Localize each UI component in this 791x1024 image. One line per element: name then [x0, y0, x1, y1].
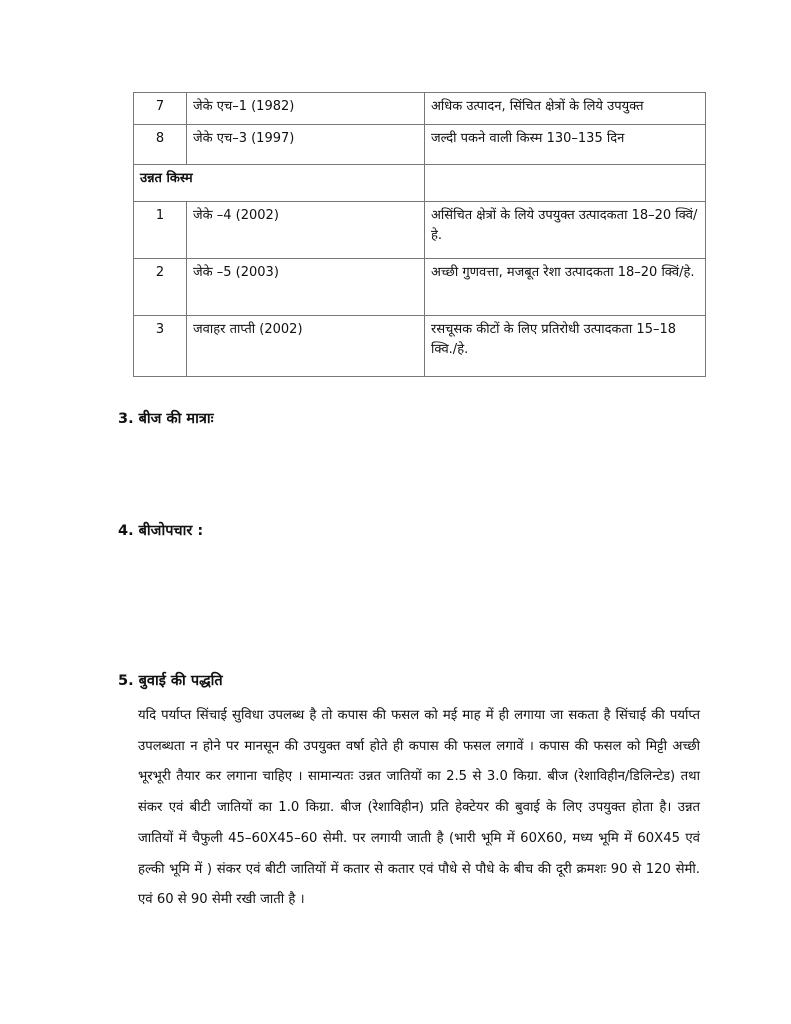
variety-description: रसचूसक कीटों के लिए प्रतिरोधी उत्पादकता 15–18 क्वि./हे. — [425, 316, 706, 377]
table-row — [134, 202, 706, 259]
section-heading-sowing-method: 5. बुवाई की पद्धति — [118, 673, 223, 689]
variety-description: अधिक उत्पादन, सिंचित क्षेत्रों के लिये उपयुक्त — [425, 93, 706, 125]
table-group-row — [134, 165, 706, 202]
section-heading-seed-treatment: 4. बीजोपचार : — [118, 523, 204, 539]
section-heading-seed-quantity: 3. बीज की मात्राः — [118, 411, 214, 427]
table-row — [134, 93, 706, 125]
variety-name: जेके एच–3 (1997) — [187, 125, 425, 165]
variety-name: जेके –4 (2002) — [187, 202, 425, 259]
variety-name: जेके एच–1 (1982) — [187, 93, 425, 125]
table-row — [134, 259, 706, 316]
variety-description: जल्दी पकने वाली किस्म 130–135 दिन — [425, 125, 706, 165]
table-row — [134, 316, 706, 377]
variety-description: अच्छी गुणवत्ता, मजबूत रेशा उत्पादकता 18–20 क्विं/हे. — [425, 259, 706, 316]
row-number: 1 — [134, 202, 187, 259]
sowing-method-paragraph: यदि पर्याप्त सिंचाई सुविधा उपलब्ध है तो कपास की फसल को मई माह में ही लगाया जा सकता है सिंचाई की पर्याप्त उपलब्धता न होने पर मानसून की उपयुक्त वर्षा होते ही कपास की फसल लगावें । कपास की फसल को मिट्टी अच्छी भूरभूरी तैयार कर लगाना चाहिए । सामान्यतः उन्नत जातियों का 2.5 से 3.0 किग्रा. बीज (रेशाविहीन/डिलिन्टेड) तथा संकर एवं बीटी जातियों का 1.0 किग्रा. बीज (रेशाविहीन) प्रति हेक्टेयर की बुवाई के लिए उपयुक्त होता है। उन्नत जातियों में चैफुली 45–60X45–60 सेमी. पर लगायी जाती है (भारी भूमि में 60X60, मध्य भूमि में 60X45 एवं हल्की भूमि में ) संकर एवं बीटी जातियों में कतार से कतार एवं पौधे से पौधे के बीच की दूरी क्रमशः 90 से 120 सेमी. एवं 60 से 90 सेमी रखी जाती है । — [138, 708, 700, 908]
row-number: 8 — [134, 125, 187, 165]
table-row — [134, 125, 706, 165]
variety-name: जवाहर ताप्ती (2002) — [187, 316, 425, 377]
empty-cell — [425, 165, 706, 202]
row-number: 2 — [134, 259, 187, 316]
row-number: 3 — [134, 316, 187, 377]
variety-description: असिंचित क्षेत्रों के लिये उपयुक्त उत्पादकता 18–20 क्विं/हे. — [425, 202, 706, 259]
variety-name: जेके –5 (2003) — [187, 259, 425, 316]
row-number: 7 — [134, 93, 187, 125]
varieties-table — [133, 92, 706, 377]
group-heading: उन्नत किस्म — [134, 165, 425, 202]
